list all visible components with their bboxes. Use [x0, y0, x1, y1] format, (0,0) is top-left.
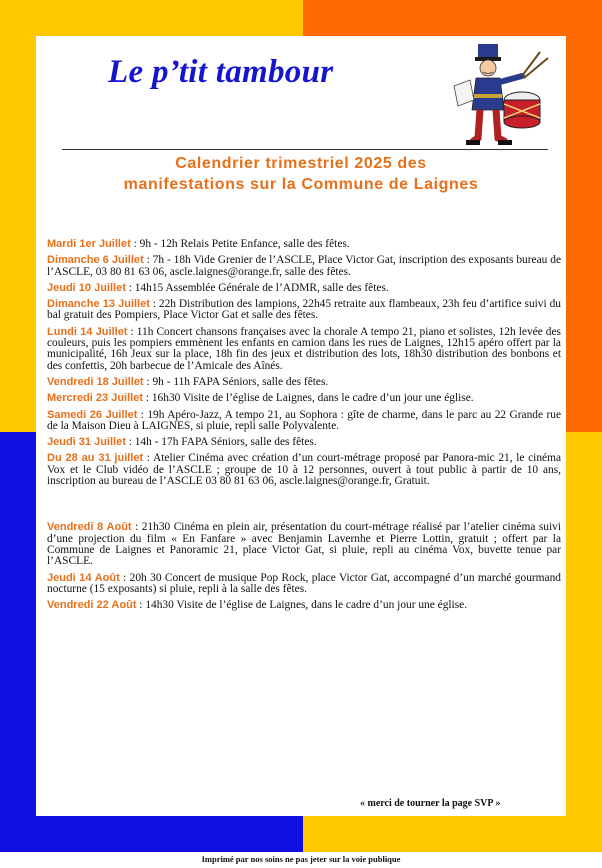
event-text: : 19h Apéro-Jazz, A tempo 21, au Sophora : gîte de charme, dans le parc au 22 Grande rue de la Maison Dieu à LAIGNES, si pluie, repli salle Polyvalente. [47, 408, 561, 432]
frame-top-left [0, 0, 303, 36]
frame-top-right [303, 0, 602, 36]
event-text: : Atelier Cinéma avec création d’un court-métrage proposé par Panora-mic 21, le cinéma Vox et le Club vidéo de l’ASCLE ; groupe de 10 à 12 personnes, ouvert à tout public à partir de 10 ans, inscription au bureau de l’ASCLE 03 80 81 63 06, ascle.laignes@orange.fr, Gratuit. [47, 452, 561, 488]
event-date: Jeudi 10 Juillet [47, 281, 126, 294]
event-item [47, 299, 561, 322]
event-date: Vendredi 22 Août [47, 599, 137, 612]
event-item [47, 522, 561, 567]
event-date: Vendredi 8 Août [47, 521, 132, 534]
event-item [47, 453, 561, 487]
calendar-heading [36, 153, 566, 195]
event-date: Dimanche 13 Juillet [47, 298, 150, 311]
event-date: Du 28 au 31 juillet [47, 452, 144, 465]
frame-right-bottom [566, 432, 602, 852]
events-list [47, 239, 561, 616]
event-text: : 16h30 Visite de l’église de Laignes, dans le cadre d’un jour une église. [143, 392, 474, 405]
frame-left-bottom [0, 432, 36, 852]
event-item [47, 239, 561, 250]
event-item [47, 327, 561, 372]
event-text: : 14h15 Assemblée Générale de l’ADMR, salle des fêtes. [125, 281, 389, 294]
newsletter-title: Le p’tit tambour [108, 54, 334, 90]
frame-left-top [0, 0, 36, 432]
event-text: : 22h Distribution des lampions, 22h45 retraite aux flambeaux, 23h feu d’artifice suivi du bal gratuit des Pompiers, Place Victor Gat et salle des fêtes. [47, 298, 561, 322]
event-date: Jeudi 14 Août [47, 571, 120, 584]
event-item [47, 393, 561, 404]
frame-bottom-left [0, 816, 303, 852]
event-date: Dimanche 6 Juillet [47, 254, 144, 267]
event-text: : 21h30 Cinéma en plein air, présentation du court-métrage réalisé par l’atelier cinéma suivi d’une projection du film « En Fanfare » avec Benjamin Lavernhe et Pierre Lottin, gratuit ; offert par la Commune de Laignes et Panoramic 21, place Victor Gat, si pluie, repli au cinéma Vox, buvette tenue par l’ASCLE. [47, 521, 562, 568]
frame-bottom-right [303, 816, 602, 852]
event-item [47, 600, 561, 611]
event-date: Jeudi 31 Juillet [47, 436, 126, 449]
event-text: : 11h Concert chansons françaises avec la chorale A tempo 21, piano et solistes, 12h levée des couleurs, puis les pompiers emmènent les enfants en camion dans les rues de Laignes, 12h15 apéro offert par la municipalité, 16h Jeux sur la place, 18h fin des jeux et distribution des lots, 18h30 distribution des bonbons et des confettis, 20h barbecue de l’Amicale des Aînés. [47, 325, 561, 372]
event-text: : 14h30 Visite de l’église de Laignes, dans le cadre d’un jour une église. [136, 599, 468, 612]
event-text: : 9h - 11h FAPA Séniors, salle des fêtes. [143, 375, 329, 388]
drummer-icon [448, 38, 558, 148]
event-item [47, 410, 561, 433]
event-text: : 14h - 17h FAPA Séniors, salle des fêtes. [125, 436, 317, 449]
event-item [47, 283, 561, 294]
calendar-heading-line1: Calendrier trimestriel 2025 des [175, 155, 427, 172]
frame-right-top [566, 0, 602, 432]
event-date: Lundi 14 Juillet [47, 325, 128, 338]
page-content [36, 36, 566, 816]
event-item [47, 573, 561, 596]
turn-page-note: « merci de tourner la page SVP » [360, 798, 501, 809]
event-date: Samedi 26 Juillet [47, 408, 138, 421]
event-date: Mercredi 23 Juillet [47, 392, 143, 405]
event-date: Vendredi 18 Juillet [47, 375, 144, 388]
event-text: : 9h - 12h Relais Petite Enfance, salle des fêtes. [130, 238, 350, 250]
event-item [47, 437, 561, 448]
event-item [47, 255, 561, 278]
header-divider [62, 149, 548, 150]
event-date: Mardi 1er Juillet [47, 238, 131, 250]
event-text: : 20h 30 Concert de musique Pop Rock, place Victor Gat, accompagné d’un marché gourmand nocturne (15 exposants) si pluie, repli à la salle des fêtes. [47, 571, 561, 595]
event-item [47, 377, 561, 388]
event-text: : 7h - 18h Vide Grenier de l’ASCLE, Place Victor Gat, inscription des exposants bureau de l’ASCLE, 03 80 81 63 06, ascle.laignes@orange.fr, salle des fêtes. [47, 254, 561, 278]
footer-note: Imprimé par nos soins ne pas jeter sur la voie publique [201, 854, 401, 864]
calendar-heading-line2: manifestations sur la Commune de Laignes [123, 176, 479, 193]
